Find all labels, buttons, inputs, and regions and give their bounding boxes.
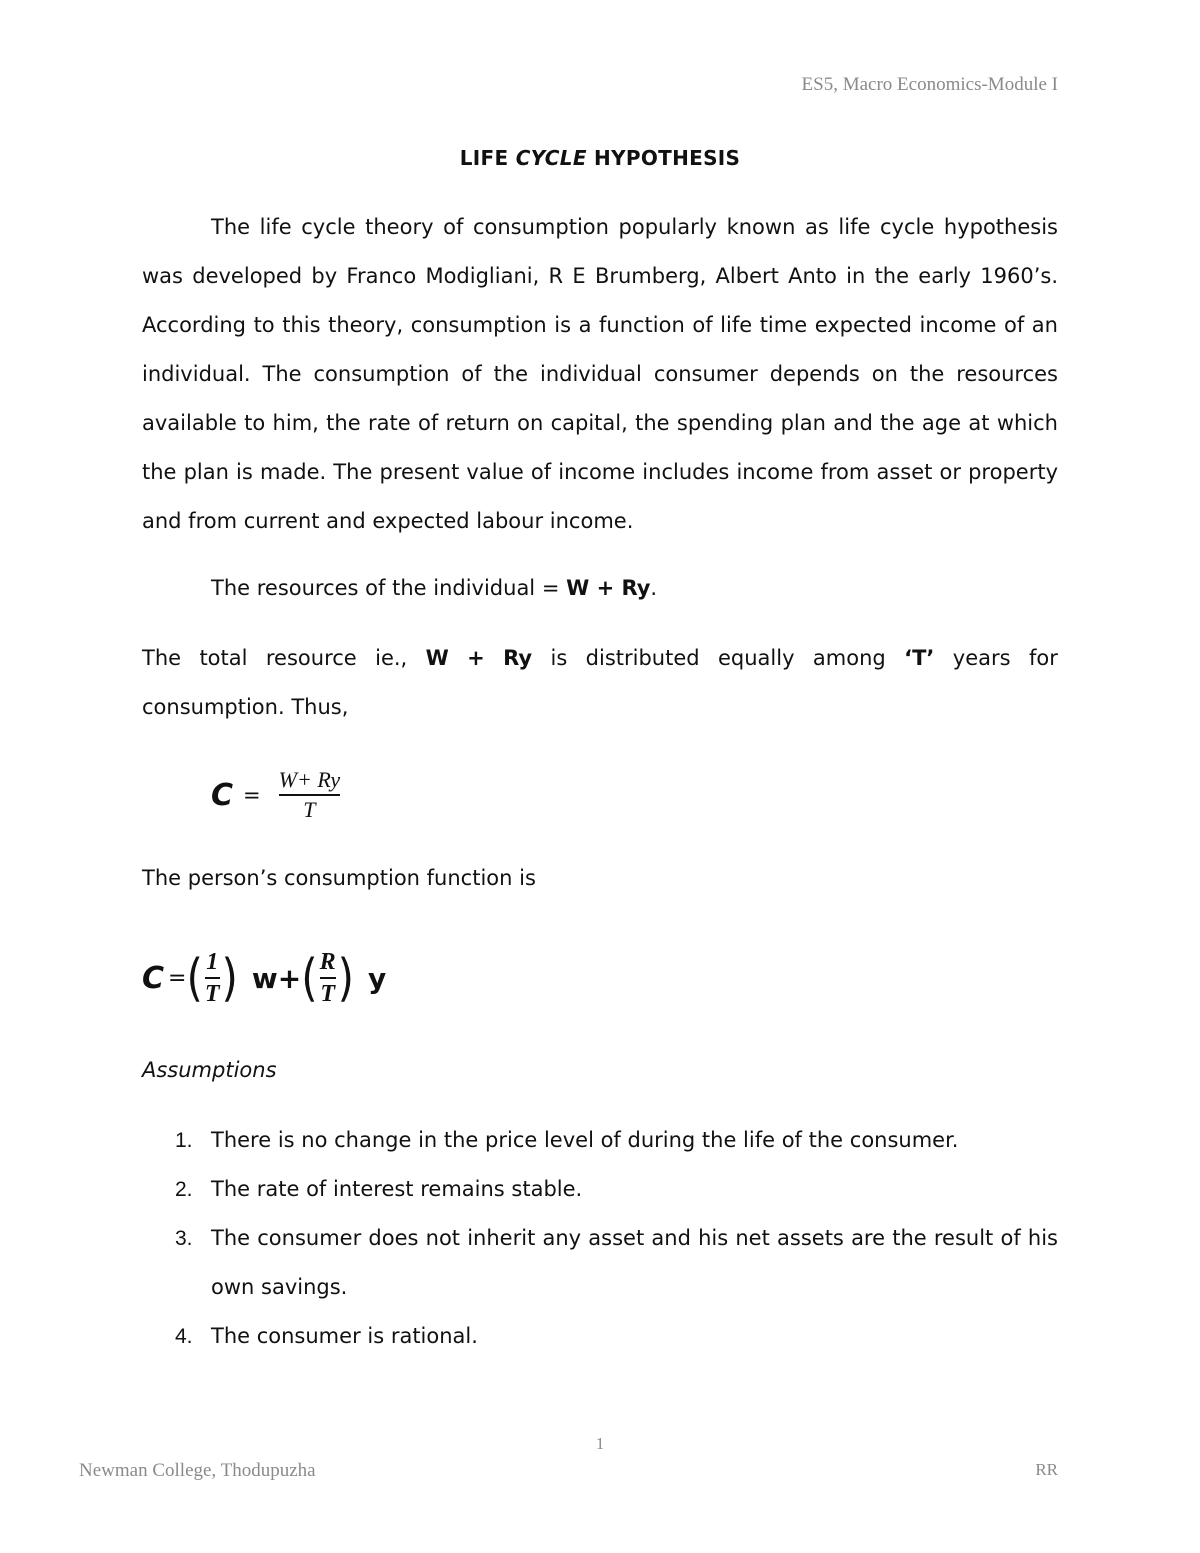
list-item-number: 4.	[175, 1325, 193, 1348]
equation1-lhs: C	[211, 777, 234, 813]
equation1-fraction	[279, 768, 340, 822]
fraction1-numerator: 1	[206, 948, 219, 975]
footer-institution: Newman College, Thodupuzha	[79, 1460, 316, 1481]
title-part-cycle: CYCLE	[515, 146, 587, 170]
word: total	[199, 646, 248, 670]
fraction-bar	[205, 977, 220, 979]
equation2-fraction-2	[320, 949, 336, 1008]
intro-paragraph: The life cycle theory of consumption popularly known as life cycle hypothesis was developed by Franco Modigliani, R E Brumberg, Albert Anto in the early 1960’s. According to this theory, consumption is a function of life time expected income of an individual. The consumption of the individual consumer depends on the resources available to him, the rate of return on capital, the spending plan and the age at which the plan is made. The present value of income includes income from asset or property and from current and expected labour income.	[142, 215, 1058, 533]
list-item-number: 2.	[175, 1178, 193, 1201]
fraction-bar	[279, 794, 340, 796]
assumptions-heading: Assumptions	[142, 1058, 277, 1082]
equation2-fraction-1	[205, 949, 220, 1008]
consumption-function-intro: The person’s consumption function is	[142, 866, 536, 890]
list-item-number: 1.	[175, 1129, 193, 1152]
footer-initials: RR	[1035, 1460, 1058, 1479]
word: resource	[265, 646, 357, 670]
word: among	[812, 646, 886, 670]
title-part-life: LIFE	[459, 146, 516, 170]
page-number: 1	[595, 1434, 605, 1453]
word: is	[550, 646, 568, 670]
list-item	[142, 1312, 1058, 1361]
total-resource-line	[142, 646, 1058, 670]
t-quoted: ‘T’	[904, 646, 935, 670]
left-paren: (	[301, 948, 318, 1007]
equation2-lhs: C	[142, 960, 165, 996]
list-item-text: The rate of interest remains stable.	[211, 1177, 583, 1201]
word: for	[1028, 646, 1058, 670]
title-part-hypothesis: HYPOTHESIS	[586, 146, 741, 170]
fraction-bar	[320, 977, 336, 979]
equation1-equals: =	[243, 783, 261, 807]
word: ie.,	[375, 646, 408, 670]
list-item-text: The consumer does not inherit any asset and his net assets are the result of his own savings.	[211, 1226, 1058, 1299]
word: equally	[717, 646, 795, 670]
running-header: ES5, Macro Economics-Module I	[801, 74, 1058, 95]
fraction1-denominator: T	[204, 981, 220, 1007]
word: The	[142, 646, 182, 670]
resources-suffix: .	[650, 576, 658, 600]
assumptions-list	[142, 1116, 1058, 1361]
list-item-text: The consumer is rational.	[211, 1324, 478, 1348]
equation1-numerator: W+ Ry	[278, 767, 341, 793]
equation1-denominator: T	[303, 796, 316, 822]
page-title	[0, 146, 1200, 170]
resources-prefix: The resources of the individual =	[211, 576, 567, 600]
list-item	[142, 1165, 1058, 1214]
equation2-w-term: w+	[251, 961, 302, 995]
resources-line	[211, 576, 657, 600]
total-resource-line-2: consumption. Thus,	[142, 695, 349, 719]
left-paren: (	[186, 948, 203, 1007]
formula-ry: Ry	[503, 646, 533, 670]
right-paren: )	[337, 948, 355, 1007]
fraction2-numerator: R	[319, 948, 336, 975]
fraction2-denominator: T	[320, 981, 335, 1007]
list-item-number: 3.	[175, 1227, 193, 1250]
resources-formula: W + Ry	[566, 576, 651, 600]
right-paren: )	[221, 948, 238, 1007]
list-item	[142, 1116, 1058, 1165]
equation2-y-term: y	[368, 961, 387, 995]
list-item	[142, 1214, 1058, 1312]
equation2-equals: =	[168, 965, 187, 991]
word: years	[952, 646, 1011, 670]
formula-plus: +	[467, 646, 485, 670]
equation-average-consumption	[211, 760, 340, 830]
list-item-text: There is no change in the price level of during the life of the consumer.	[211, 1128, 959, 1152]
word: distributed	[585, 646, 700, 670]
equation-consumption-function	[142, 938, 386, 1018]
formula-w: W	[425, 646, 449, 670]
